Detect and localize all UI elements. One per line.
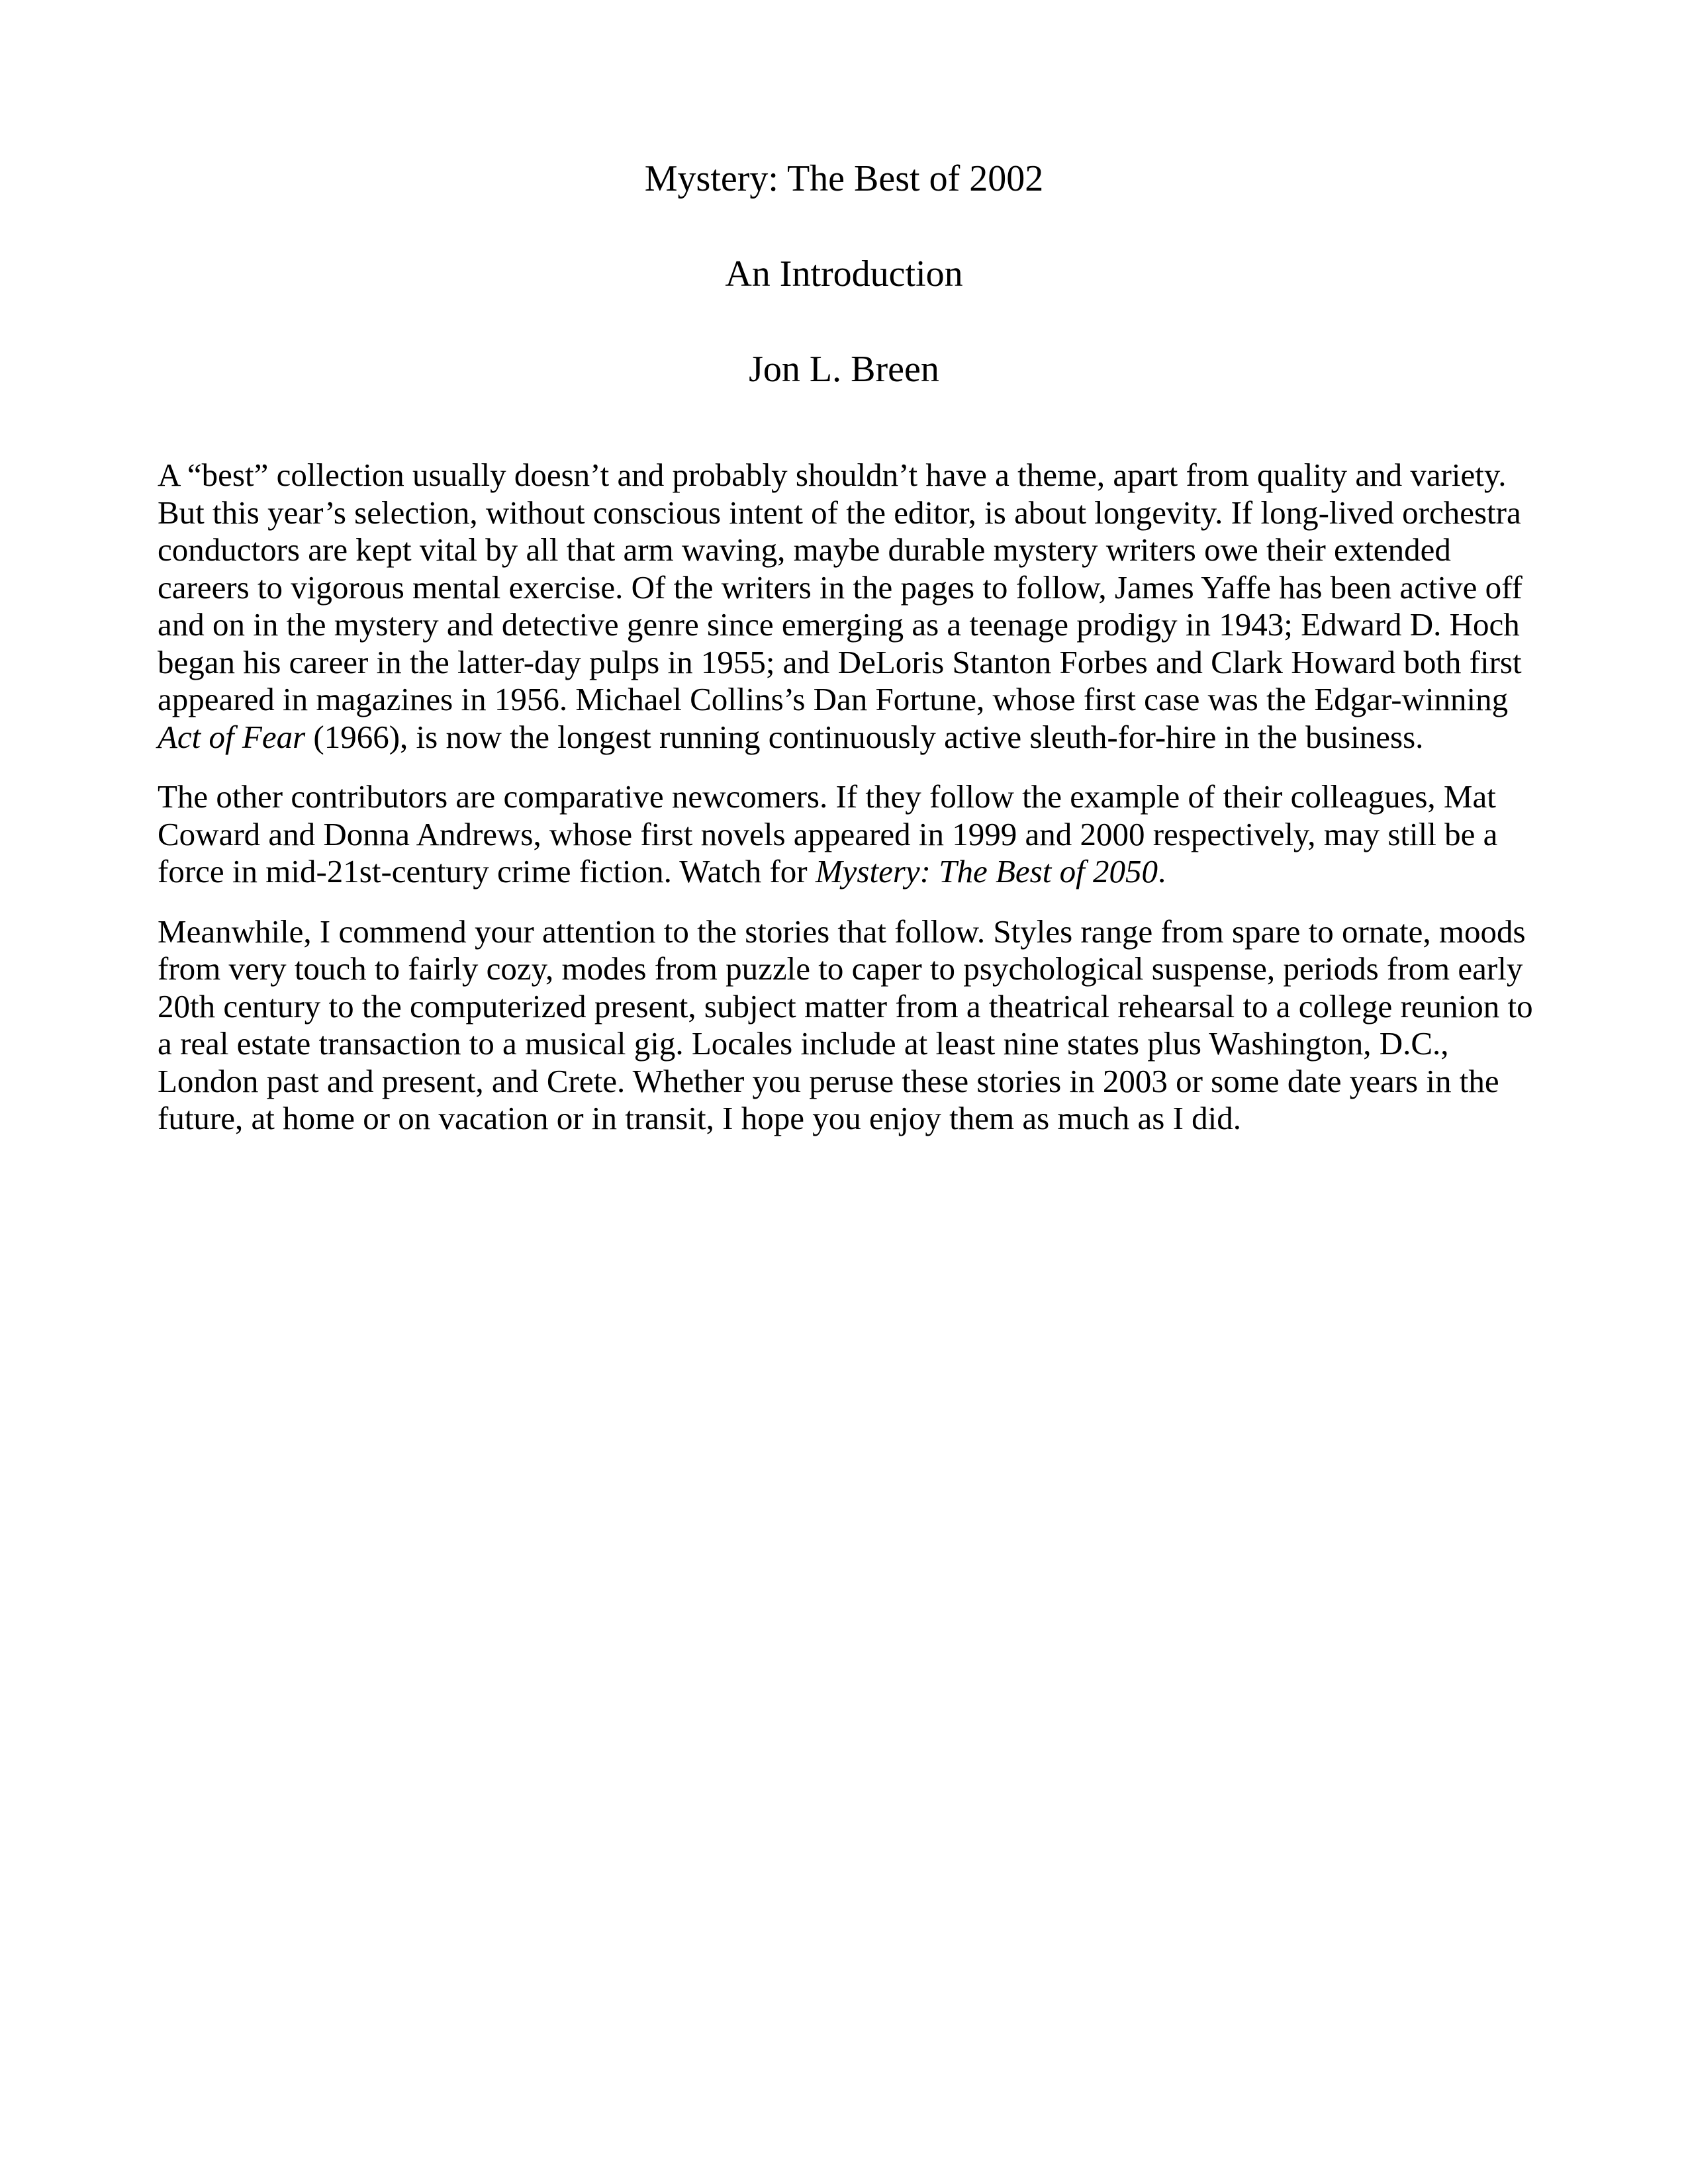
paragraph-3-text: Meanwhile, I commend your attention to the stories that follow. Styles range from spare to ornate, moods from very touch to fairly cozy, modes from puzzle to caper to psychological suspense, periods from early 20th century to the computerized present, subject matter from a theatrical rehearsal to a college reunion to a real estate transaction to a musical gig. Locales include at least nine states plus Washington, D.C., London past and present, and Crete. Whether you peruse these stories in 2003 or some date years in the future, at home or on vacation or in transit, I hope you enjoy them as much as I did. <box>158 913 1533 1136</box>
paragraph-2 <box>158 778 1538 891</box>
paragraph-3 <box>158 913 1538 1138</box>
section-subtitle: An Introduction <box>725 253 963 295</box>
paragraph-1-text-b: (1966), is now the longest running continuously active sleuth-for-hire in the business. <box>305 718 1424 755</box>
paragraph-2-text-a: The other contributors are comparative newcomers. If they follow the example of their colleagues, Mat Coward and Donna Andrews, whose first novels appeared in 1999 and 2000 respectively, may still be a force in mid-21st-century crime fiction. Watch for <box>158 778 1498 889</box>
author-name: Jon L. Breen <box>749 349 939 390</box>
book-title-act-of-fear: Act of Fear <box>158 718 306 755</box>
book-title: Mystery: The Best of 2002 <box>644 158 1044 199</box>
paragraph-1 <box>158 457 1538 756</box>
body-text <box>158 457 1538 1160</box>
paragraph-1-text-a: A “best” collection usually doesn’t and probably shouldn’t have a theme, apart from quality and variety. But this year’s selection, without conscious intent of the editor, is about longevity. If long-lived orchestra conductors are kept vital by all that arm waving, maybe durable mystery writers owe their extended careers to vigorous mental exercise. Of the writers in the pages to follow, James Yaffe has been active off and on in the mystery and detective genre since emerging as a teenage prodigy in 1943; Edward D. Hoch began his career in the latter-day pulps in 1955; and DeLoris Stanton Forbes and Clark Howard both first appeared in magazines in 1956. Michael Collins’s Dan Fortune, whose first case was the Edgar-winning <box>158 457 1523 717</box>
paragraph-2-text-b: . <box>1157 853 1166 889</box>
book-title-best-of-2050: Mystery: The Best of 2050 <box>815 853 1158 889</box>
